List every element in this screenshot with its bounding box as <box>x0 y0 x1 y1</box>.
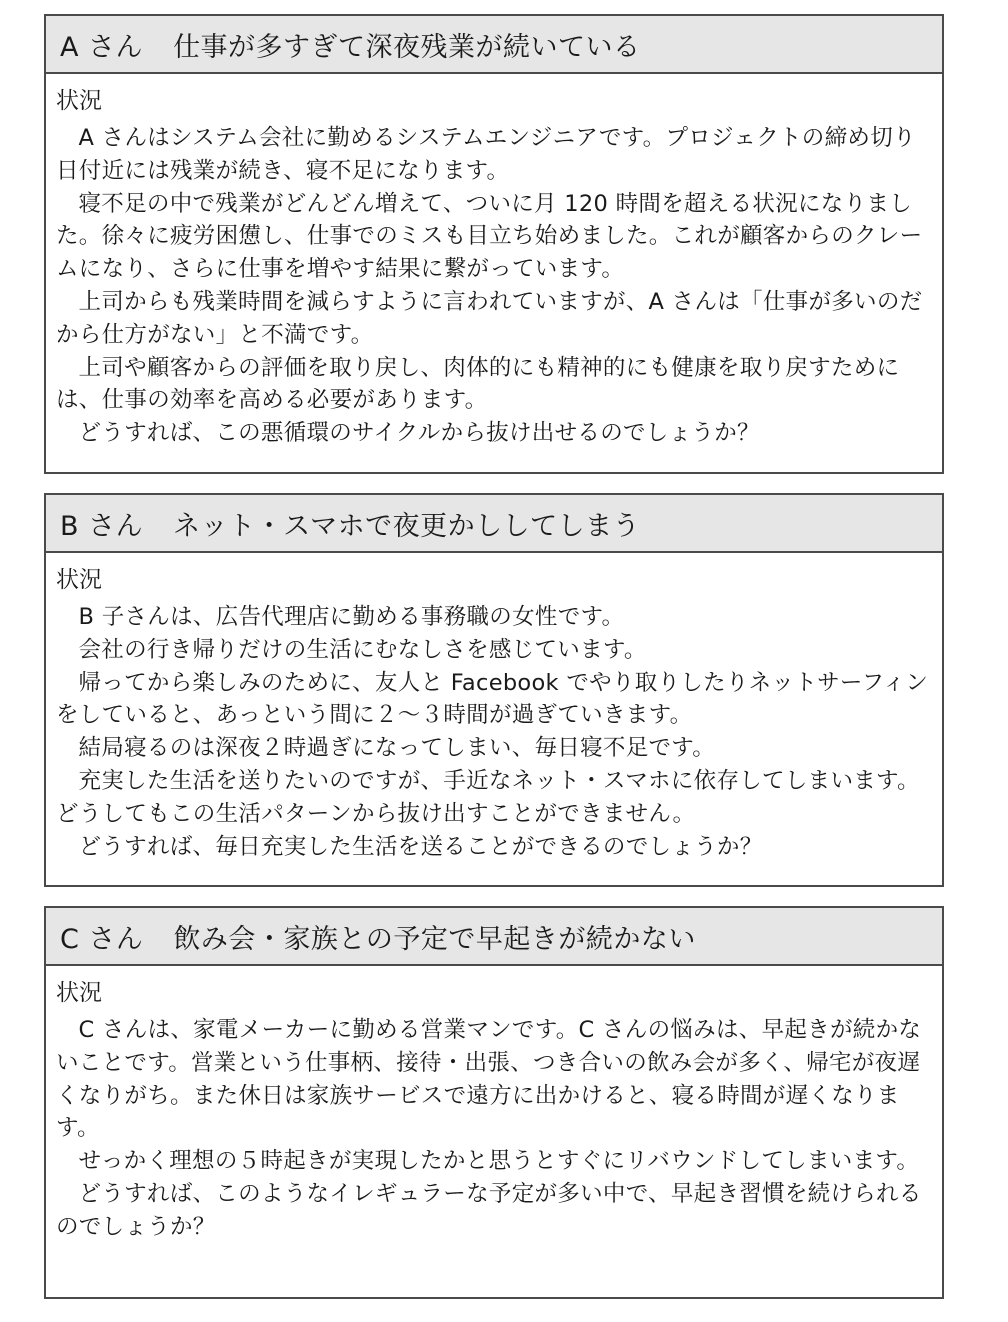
case-c-body <box>46 966 942 1244</box>
case-b-paragraph: 帰ってから楽しみのために、友人と Facebook でやり取りしたりネットサーフィンをしていると、あっという間に２～３時間が過ぎていきます。 <box>56 669 929 729</box>
case-b-paragraph: 会社の行き帰りだけの生活にむなしさを感じています。 <box>78 636 647 663</box>
case-c-header <box>46 908 942 966</box>
case-b-paragraph: どうすれば、毎日充実した生活を送ることができるのでしょうか？ <box>78 833 763 860</box>
case-a-paragraph: どうすれば、この悪循環のサイクルから抜け出せるのでしょうか？ <box>78 420 760 447</box>
case-a-paragraph: 寝不足の中で残業がどんどん増えて、ついに月 120 時間を超える状況になりました。徐々に疲労困憊し、仕事でのミスも目立ち始めました。これが顧客からのクレームになり、さらに仕事を増やす結果に繋がっています。 <box>56 190 923 283</box>
case-b-status-label: 状況 <box>56 567 102 593</box>
case-b-header <box>46 495 942 553</box>
case-b-title: ネット・スマホで夜更かししてしまう <box>173 510 641 542</box>
case-a-header <box>46 16 942 74</box>
case-a-paragraph: 上司や顧客からの評価を取り戻し、肉体的にも精神的にも健康を取り戻すためには、仕事の効率を高める必要があります。 <box>56 354 900 414</box>
case-c-box <box>44 906 944 1299</box>
case-c-paragraph: C さんは、家電メーカーに勤める営業マンです。C さんの悩みは、早起きが続かないことです。営業という仕事柄、接待・出張、つき合いの飲み会が多く、帰宅が夜遅くなりがち。また休日は家族サービスで遠方に出かけると、寝る時間が遅くなります。 <box>56 1017 922 1142</box>
case-b-person: B さん <box>60 510 144 542</box>
case-b-paragraph: 充実した生活を送りたいのですが、手近なネット・スマホに依存してしまいます。どうしてもこの生活パターンから抜け出すことができません。 <box>56 767 920 827</box>
case-a-paragraph: A さんはシステム会社に勤めるシステムエンジニアです。プロジェクトの締め切り日付近には残業が続き、寝不足になります。 <box>56 125 916 184</box>
case-a-paragraph: 上司からも残業時間を減らすように言われていますが、A さんは「仕事が多いのだから仕方がない」と不満です。 <box>56 288 923 348</box>
case-a-title: 仕事が多すぎて深夜残業が続いている <box>173 31 641 63</box>
case-b-box <box>44 493 944 887</box>
case-c-person: C さん <box>60 923 144 955</box>
case-a-person: A さん <box>60 31 144 63</box>
case-b-paragraph: 結局寝るのは深夜２時過ぎになってしまい、毎日寝不足です。 <box>78 735 716 762</box>
case-a-status-label: 状況 <box>56 88 102 114</box>
case-b-body <box>46 553 942 863</box>
case-c-status-label: 状況 <box>56 980 102 1006</box>
case-c-paragraph: せっかく理想の５時起きが実現したかと思うとすぐにリバウンドしてしまいます。 <box>78 1148 920 1175</box>
case-b-paragraph: B 子さんは、広告代理店に勤める事務職の女性です。 <box>78 604 625 630</box>
case-a-body <box>46 74 942 450</box>
case-c-paragraph: どうすれば、このようなイレギュラーな予定が多い中で、早起き習慣を続けられるのでしょうか？ <box>56 1180 922 1240</box>
case-c-title: 飲み会・家族との予定で早起きが続かない <box>173 923 696 955</box>
case-a-box <box>44 14 944 474</box>
